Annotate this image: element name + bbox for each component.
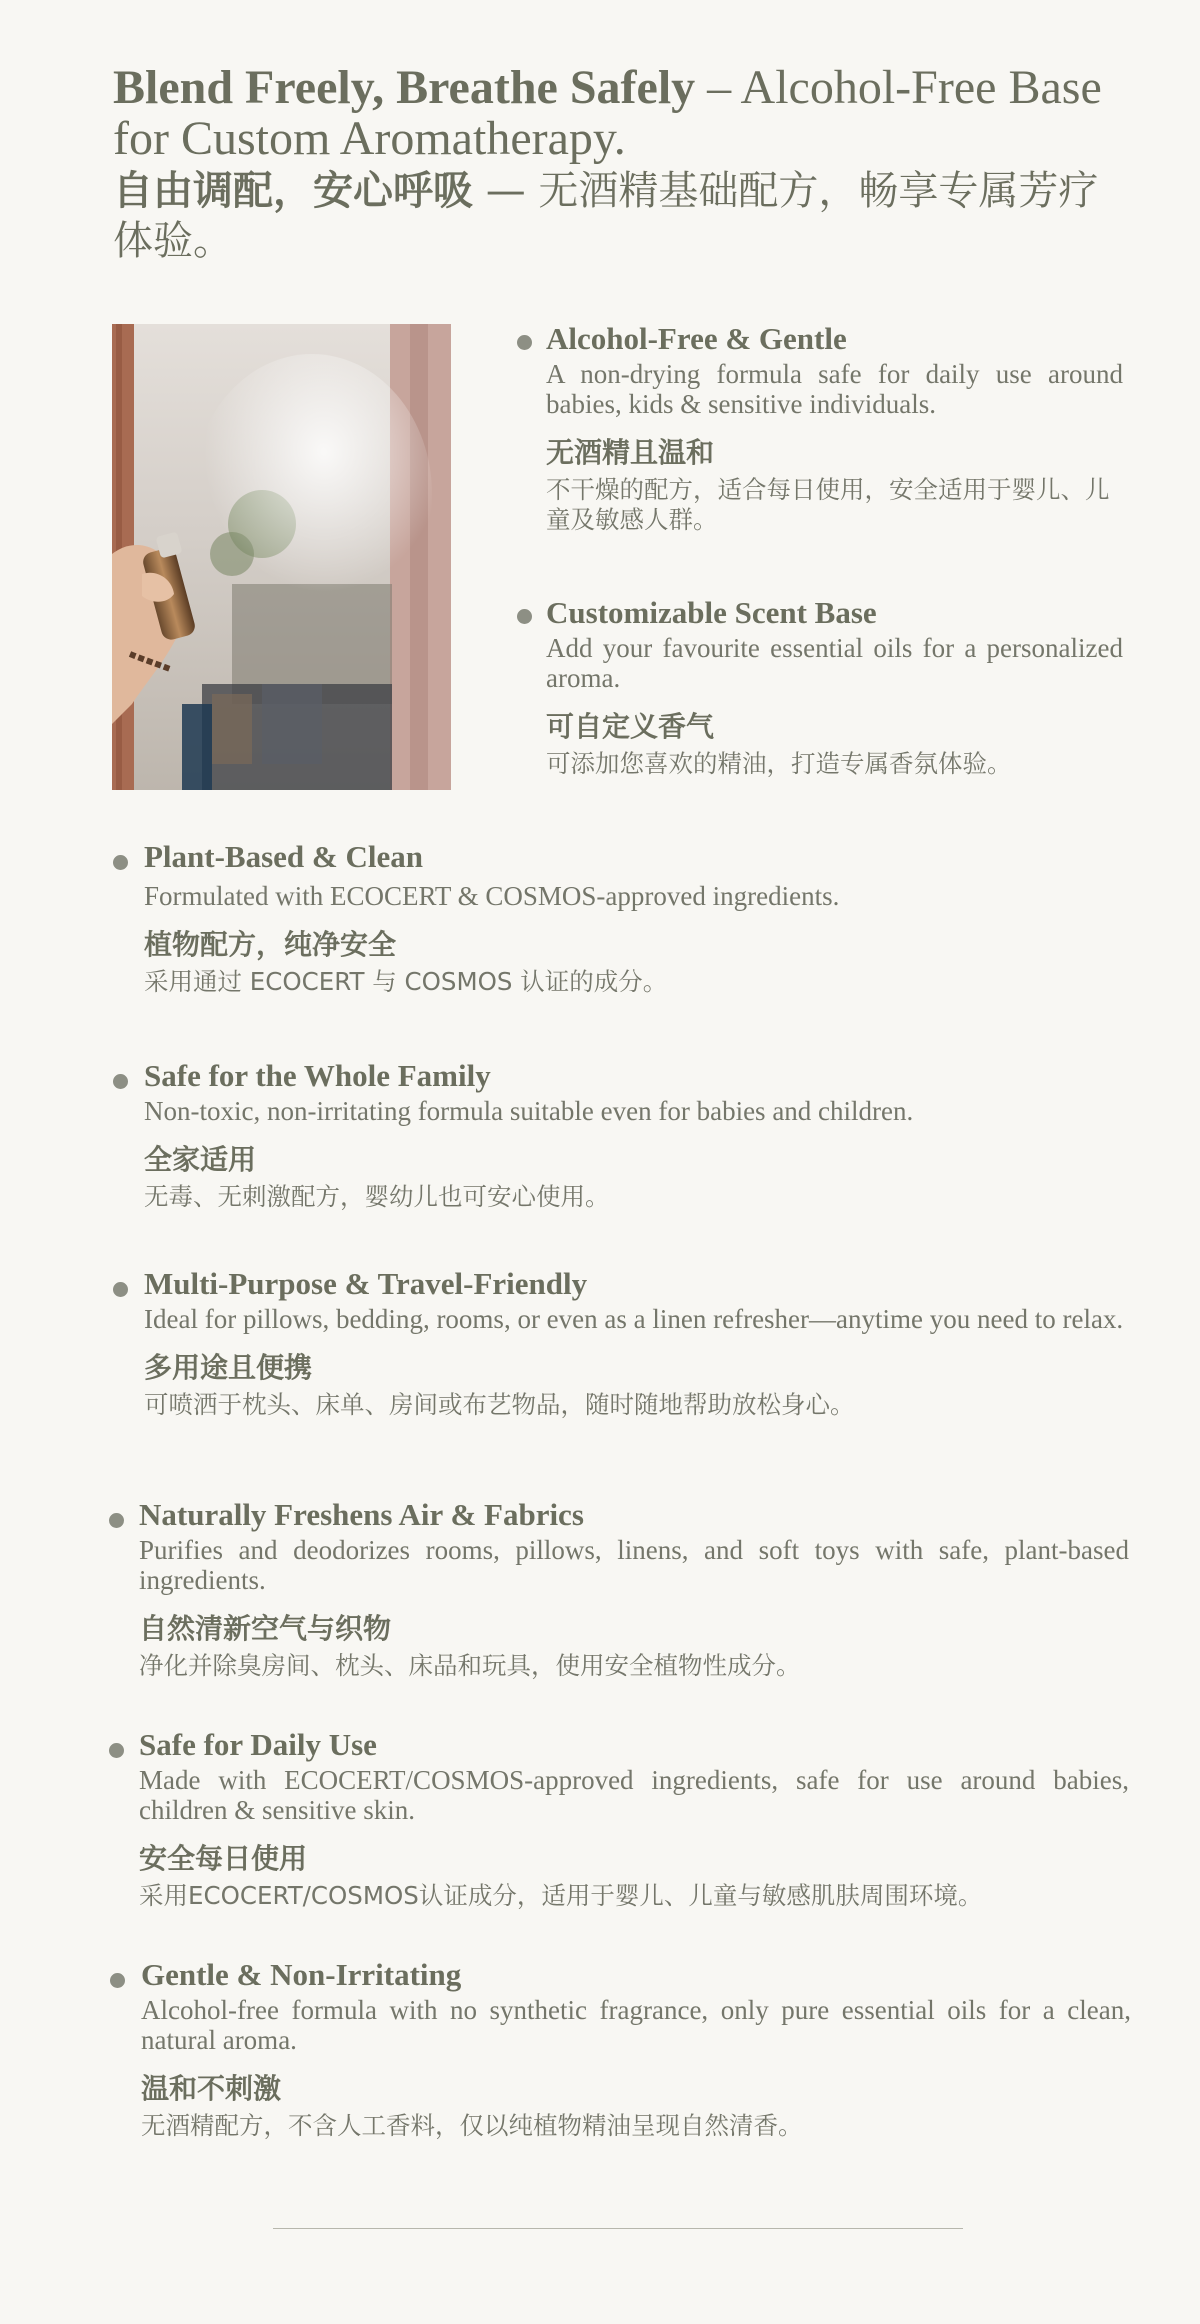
feature-zh-title: 可自定义香气 bbox=[546, 710, 715, 743]
feature-desc: Add your favourite essential oils for a personalized aroma. bbox=[546, 633, 1123, 693]
feature-customizable-scent bbox=[546, 595, 1123, 779]
bullet-dot bbox=[110, 1973, 125, 1988]
spray-bottle-photo bbox=[112, 324, 451, 790]
bullet-dot bbox=[517, 609, 532, 624]
feature-zh-title: 安全每日使用 bbox=[139, 1842, 308, 1875]
bullet-dot bbox=[113, 855, 128, 870]
feature-title: Gentle & Non-Irritating bbox=[141, 1957, 462, 1992]
bullet-dot bbox=[109, 1743, 124, 1758]
feature-title: Customizable Scent Base bbox=[546, 595, 877, 630]
feature-zh-title: 多用途且便携 bbox=[144, 1351, 313, 1384]
feature-zh-title: 无酒精且温和 bbox=[546, 436, 715, 469]
feature-desc: A non-drying formula safe for daily use around babies, kids & sensitive individuals. bbox=[546, 359, 1123, 419]
title-chinese bbox=[113, 166, 1113, 266]
title-zh-rest: — 无酒精基础配方，畅享专属芳疗体验。 bbox=[113, 168, 1099, 264]
feature-zh-desc: 无毒、无刺激配方，婴幼儿也可安心使用。 bbox=[144, 1182, 610, 1211]
feature-desc: Purifies and deodorizes rooms, pillows, linens, and soft toys with safe, plant-based ingredients. bbox=[139, 1535, 1129, 1595]
feature-title: Plant-Based & Clean bbox=[144, 839, 423, 874]
feature-title: Safe for the Whole Family bbox=[144, 1058, 491, 1093]
feature-multi-purpose bbox=[144, 1266, 1134, 1420]
feature-freshens-air bbox=[139, 1497, 1129, 1681]
feature-daily-use bbox=[139, 1727, 1129, 1911]
feature-whole-family bbox=[144, 1058, 1134, 1212]
feature-alcohol-free bbox=[546, 321, 1123, 535]
bullet-dot bbox=[109, 1513, 124, 1528]
feature-title: Alcohol-Free & Gentle bbox=[546, 321, 847, 356]
feature-desc: Non-toxic, non-irritating formula suitable even for babies and children. bbox=[144, 1096, 914, 1126]
feature-zh-desc: 不干燥的配方，适合每日使用，安全适用于婴儿、儿童及敏感人群。 bbox=[546, 475, 1110, 534]
feature-title: Naturally Freshens Air & Fabrics bbox=[139, 1497, 584, 1532]
bullet-dot bbox=[517, 335, 532, 350]
feature-title: Multi-Purpose & Travel-Friendly bbox=[144, 1266, 588, 1301]
feature-desc: Formulated with ECOCERT & COSMOS-approved ingredients. bbox=[144, 881, 840, 911]
feature-zh-title: 植物配方，纯净安全 bbox=[144, 928, 397, 961]
bullet-dot bbox=[113, 1074, 128, 1089]
title-en-bold: Blend Freely, Breathe Safely bbox=[113, 61, 696, 114]
feature-desc: Alcohol-free formula with no synthetic fragrance, only pure essential oils for a clean, natural aroma. bbox=[141, 1995, 1131, 2055]
title-zh-bold: 自由调配，安心呼吸 bbox=[113, 168, 473, 214]
page-title bbox=[113, 62, 1113, 266]
feature-desc: Made with ECOCERT/COSMOS-approved ingredients, safe for use around babies, children & sensitive skin. bbox=[139, 1765, 1129, 1825]
feature-zh-desc: 无酒精配方，不含人工香料，仅以纯植物精油呈现自然清香。 bbox=[141, 2111, 803, 2140]
feature-zh-desc: 可喷洒于枕头、床单、房间或布艺物品，随时随地帮助放松身心。 bbox=[144, 1390, 855, 1419]
feature-desc: Ideal for pillows, bedding, rooms, or even as a linen refresher—anytime you need to relax. bbox=[144, 1304, 1124, 1334]
title-en-rest: – Alcohol-Free Base for Custom Aromatherapy. bbox=[113, 61, 1102, 165]
spray-bottle-illustration bbox=[112, 324, 451, 790]
feature-zh-desc: 可添加您喜欢的精油，打造专属香氛体验。 bbox=[546, 749, 1012, 778]
feature-gentle bbox=[141, 1957, 1131, 2141]
title-english bbox=[113, 62, 1113, 164]
feature-zh-desc: 采用通过 ECOCERT 与 COSMOS 认证的成分。 bbox=[144, 967, 668, 996]
feature-zh-title: 自然清新空气与织物 bbox=[139, 1612, 392, 1645]
feature-plant-based bbox=[144, 839, 1134, 997]
feature-zh-title: 温和不刺激 bbox=[141, 2072, 282, 2105]
feature-zh-desc: 采用ECOCERT/COSMOS认证成分，适用于婴儿、儿童与敏感肌肤周围环境。 bbox=[139, 1881, 983, 1910]
bullet-dot bbox=[113, 1282, 128, 1297]
feature-title: Safe for Daily Use bbox=[139, 1727, 377, 1762]
feature-zh-title: 全家适用 bbox=[144, 1143, 257, 1176]
footer-divider bbox=[273, 2228, 963, 2229]
feature-zh-desc: 净化并除臭房间、枕头、床品和玩具，使用安全植物性成分。 bbox=[139, 1651, 801, 1680]
